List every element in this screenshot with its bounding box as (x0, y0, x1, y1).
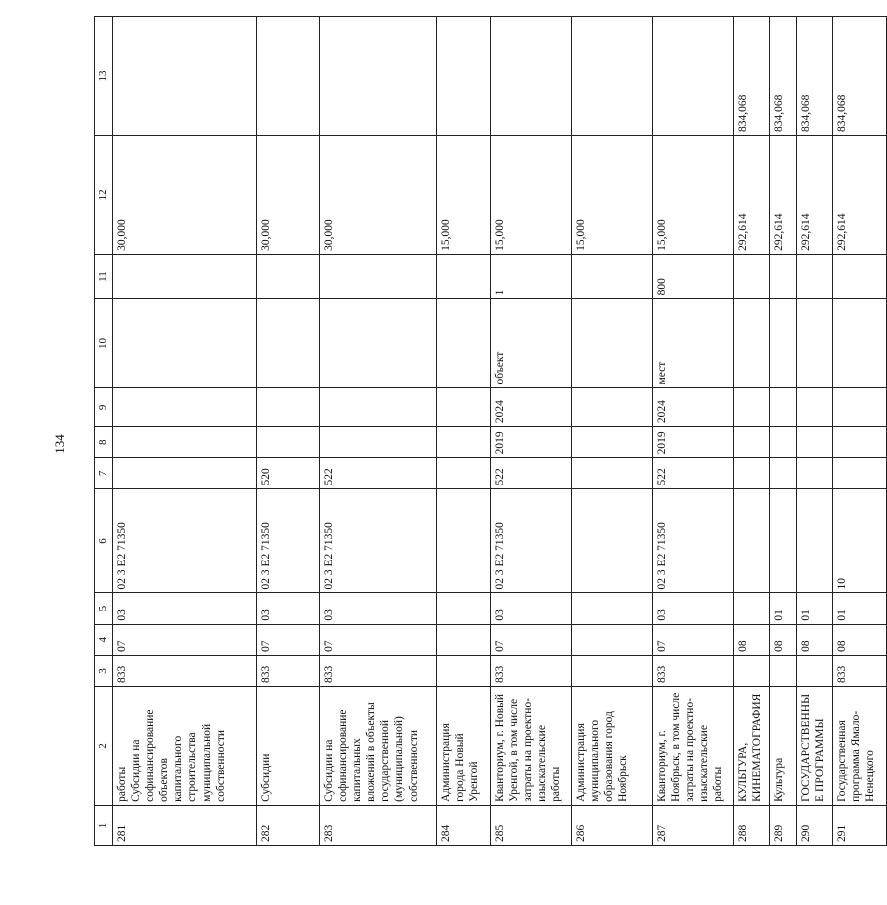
cell-col-7 (734, 458, 770, 489)
column-header: 13 (95, 17, 113, 136)
cell-col-6: 02 3 E2 71350 (257, 489, 320, 593)
cell-col-8: 2019 (653, 427, 734, 458)
cell-col-7 (770, 458, 797, 489)
cell-col-4: 08 (770, 624, 797, 655)
column-header: 5 (95, 593, 113, 624)
cell-col-12: 30,000 (113, 135, 257, 254)
cell-col-10 (437, 299, 491, 388)
cell-col-5: 03 (491, 593, 572, 624)
cell-col-7 (572, 458, 653, 489)
cell-col-1: 285 (491, 805, 572, 845)
cell-col-7 (113, 458, 257, 489)
cell-col-3 (572, 655, 653, 686)
cell-col-2: Субсидии (257, 687, 320, 806)
table-row (572, 17, 653, 846)
cell-col-10 (113, 299, 257, 388)
cell-col-5 (572, 593, 653, 624)
cell-col-8 (833, 427, 887, 458)
cell-col-12: 30,000 (257, 135, 320, 254)
cell-col-7 (833, 458, 887, 489)
cell-col-4: 07 (653, 624, 734, 655)
cell-col-13 (437, 17, 491, 136)
cell-col-11 (113, 254, 257, 299)
cell-col-9 (797, 388, 833, 427)
cell-col-3 (437, 655, 491, 686)
cell-col-5 (437, 593, 491, 624)
cell-col-6: 10 (833, 489, 887, 593)
cell-col-7: 522 (491, 458, 572, 489)
cell-col-2: ГОСУДАРСТВЕННЫЕ ПРОГРАММЫ (797, 687, 833, 806)
cell-col-11 (257, 254, 320, 299)
cell-col-1: 284 (437, 805, 491, 845)
cell-col-8 (734, 427, 770, 458)
column-header: 4 (95, 624, 113, 655)
cell-col-3: 833 (320, 655, 437, 686)
cell-col-3: 833 (491, 655, 572, 686)
cell-col-12: 292,614 (734, 135, 770, 254)
cell-col-4: 07 (491, 624, 572, 655)
cell-col-4 (437, 624, 491, 655)
cell-col-10 (734, 299, 770, 388)
table-row (770, 17, 797, 846)
cell-col-11 (572, 254, 653, 299)
cell-col-4: 08 (833, 624, 887, 655)
cell-col-6: 02 3 E2 71350 (320, 489, 437, 593)
cell-col-7 (797, 458, 833, 489)
cell-col-1: 282 (257, 805, 320, 845)
cell-col-2: Администрация муниципального образования город Ноябрьск (572, 687, 653, 806)
table-row (797, 17, 833, 846)
cell-col-12: 292,614 (797, 135, 833, 254)
cell-col-13: 834,068 (797, 17, 833, 136)
cell-col-2: Кванториум, г. Новый Уренгой, в том числе затраты на проектно-изыскательские работы (491, 687, 572, 806)
cell-col-5: 03 (113, 593, 257, 624)
cell-col-7: 522 (653, 458, 734, 489)
cell-col-3: 833 (833, 655, 887, 686)
cell-col-11 (797, 254, 833, 299)
column-header: 8 (95, 427, 113, 458)
cell-col-4: 07 (320, 624, 437, 655)
cell-col-8: 2019 (491, 427, 572, 458)
cell-col-11 (734, 254, 770, 299)
cell-col-5: 01 (770, 593, 797, 624)
cell-col-2: Администрация города Новый Уренгой (437, 687, 491, 806)
column-header: 12 (95, 135, 113, 254)
cell-col-10 (833, 299, 887, 388)
column-header: 1 (95, 805, 113, 845)
cell-col-5: 03 (320, 593, 437, 624)
column-number-row (95, 17, 113, 846)
cell-col-12: 15,000 (437, 135, 491, 254)
cell-col-1: 281 (113, 805, 257, 845)
cell-col-5: 03 (257, 593, 320, 624)
cell-col-11: 1 (491, 254, 572, 299)
cell-col-8 (572, 427, 653, 458)
cell-col-6: 02 3 E2 71350 (113, 489, 257, 593)
cell-col-9: 2024 (491, 388, 572, 427)
cell-col-13 (653, 17, 734, 136)
cell-col-13: 834,068 (770, 17, 797, 136)
cell-col-7: 520 (257, 458, 320, 489)
cell-col-11 (770, 254, 797, 299)
cell-col-1: 283 (320, 805, 437, 845)
cell-col-9 (770, 388, 797, 427)
cell-col-11 (437, 254, 491, 299)
table-row (491, 17, 572, 846)
cell-col-10 (257, 299, 320, 388)
cell-col-9: 2024 (653, 388, 734, 427)
cell-col-5: 01 (833, 593, 887, 624)
page-number: 134 (52, 434, 67, 454)
cell-col-8 (113, 427, 257, 458)
cell-col-1: 289 (770, 805, 797, 845)
table-row (320, 17, 437, 846)
cell-col-12: 15,000 (572, 135, 653, 254)
column-header: 11 (95, 254, 113, 299)
column-header: 6 (95, 489, 113, 593)
cell-col-10 (572, 299, 653, 388)
cell-col-13 (113, 17, 257, 136)
cell-col-12: 30,000 (320, 135, 437, 254)
cell-col-6 (797, 489, 833, 593)
cell-col-9 (572, 388, 653, 427)
cell-col-3: 833 (653, 655, 734, 686)
cell-col-12: 15,000 (653, 135, 734, 254)
cell-col-9 (833, 388, 887, 427)
cell-col-10: объект (491, 299, 572, 388)
cell-col-9 (734, 388, 770, 427)
table-row (734, 17, 770, 846)
cell-col-3 (734, 655, 770, 686)
cell-col-5: 03 (653, 593, 734, 624)
cell-col-10 (797, 299, 833, 388)
cell-col-1: 291 (833, 805, 887, 845)
column-header: 7 (95, 458, 113, 489)
cell-col-4: 08 (734, 624, 770, 655)
cell-col-9 (113, 388, 257, 427)
cell-col-8 (437, 427, 491, 458)
cell-col-5 (734, 593, 770, 624)
table-row (257, 17, 320, 846)
cell-col-3 (770, 655, 797, 686)
cell-col-2: Субсидии на софинансирование капитальных вложений в объекты государственной (муниципальной) собственности (320, 687, 437, 806)
cell-col-5: 01 (797, 593, 833, 624)
cell-col-4: 08 (797, 624, 833, 655)
column-header: 10 (95, 299, 113, 388)
cell-col-12: 292,614 (833, 135, 887, 254)
cell-col-2: Государственная программа Ямало-Ненецкого (833, 687, 887, 806)
cell-col-11: 800 (653, 254, 734, 299)
cell-col-7: 522 (320, 458, 437, 489)
cell-col-6 (572, 489, 653, 593)
cell-col-1: 287 (653, 805, 734, 845)
cell-col-6: 02 3 E2 71350 (653, 489, 734, 593)
cell-col-4: 07 (257, 624, 320, 655)
column-header: 9 (95, 388, 113, 427)
cell-col-9 (257, 388, 320, 427)
cell-col-8 (797, 427, 833, 458)
cell-col-2: Кванториум, г. Ноябрьск, в том числе затраты на проектно-изыскательские работы (653, 687, 734, 806)
cell-col-2: работы Субсидии на софинансирование объектов капитального строительства муниципальной собственности (113, 687, 257, 806)
cell-col-6 (734, 489, 770, 593)
table-row (833, 17, 887, 846)
cell-col-13 (572, 17, 653, 136)
cell-col-13 (491, 17, 572, 136)
cell-col-3: 833 (257, 655, 320, 686)
cell-col-4 (572, 624, 653, 655)
cell-col-12: 15,000 (491, 135, 572, 254)
cell-col-13 (320, 17, 437, 136)
cell-col-9 (320, 388, 437, 427)
cell-col-10 (320, 299, 437, 388)
cell-col-8 (770, 427, 797, 458)
cell-col-1: 288 (734, 805, 770, 845)
cell-col-12: 292,614 (770, 135, 797, 254)
table-row (653, 17, 734, 846)
table-row (437, 17, 491, 846)
cell-col-1: 286 (572, 805, 653, 845)
cell-col-2: КУЛЬТУРА, КИНЕМАТОГРАФИЯ (734, 687, 770, 806)
cell-col-10 (770, 299, 797, 388)
cell-col-8 (257, 427, 320, 458)
cell-col-7 (437, 458, 491, 489)
cell-col-8 (320, 427, 437, 458)
table-row (113, 17, 257, 846)
cell-col-13: 834,068 (833, 17, 887, 136)
cell-col-6 (437, 489, 491, 593)
cell-col-9 (437, 388, 491, 427)
cell-col-10: мест (653, 299, 734, 388)
cell-col-13 (257, 17, 320, 136)
cell-col-11 (833, 254, 887, 299)
cell-col-13: 834,068 (734, 17, 770, 136)
cell-col-4: 07 (113, 624, 257, 655)
cell-col-2: Культура (770, 687, 797, 806)
table-body (113, 17, 887, 846)
cell-col-11 (320, 254, 437, 299)
table-viewport (94, 16, 877, 846)
cell-col-3: 833 (113, 655, 257, 686)
column-header: 2 (95, 687, 113, 806)
cell-col-6 (770, 489, 797, 593)
cell-col-3 (797, 655, 833, 686)
column-header: 3 (95, 655, 113, 686)
cell-col-1: 290 (797, 805, 833, 845)
budget-table (94, 16, 887, 846)
cell-col-6: 02 3 E2 71350 (491, 489, 572, 593)
